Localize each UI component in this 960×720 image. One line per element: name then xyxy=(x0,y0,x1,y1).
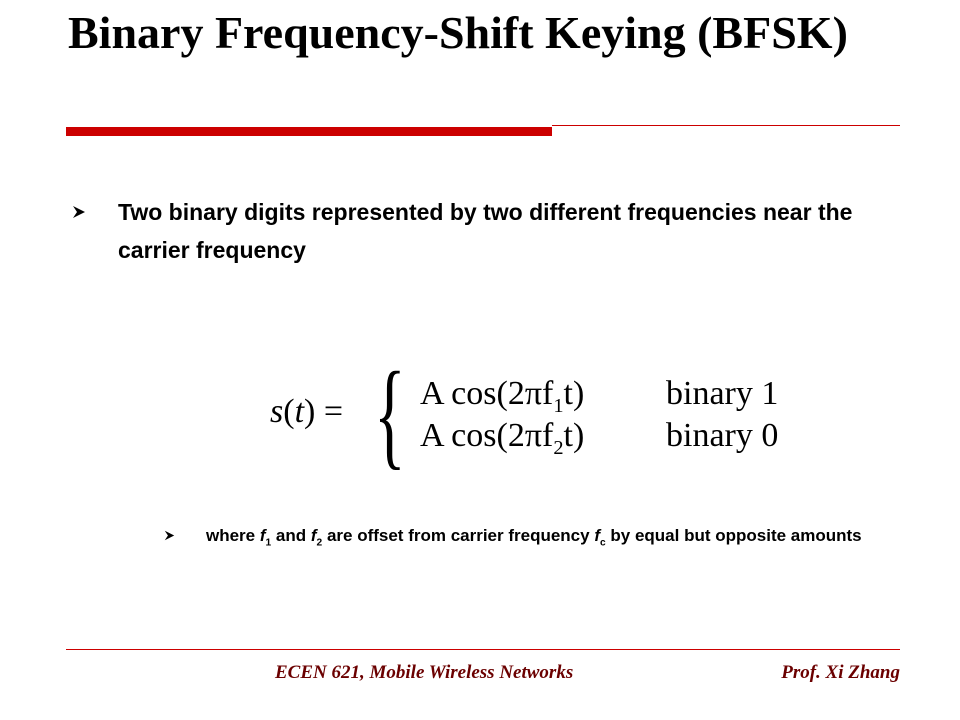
bfsk-equation xyxy=(270,347,810,480)
footer-author: Prof. Xi Zhang xyxy=(781,662,900,683)
equation-lhs: s(t) = xyxy=(270,393,344,430)
equation-condition-1: binary 1 xyxy=(666,375,779,412)
bullet-main xyxy=(72,193,892,269)
equation-brace: { xyxy=(374,347,406,480)
footer-divider xyxy=(66,649,900,650)
arrow-bullet-icon xyxy=(164,530,175,541)
arrow-bullet-icon xyxy=(72,205,86,219)
equation-row-1: A $\cos(2\pi f_1t)$ xyxy=(420,375,585,417)
bullet-sub-text: where $f_1$ and $f_2$ are offset from carrier frequency $f_c$ by equal but opposite amounts xyxy=(206,526,862,549)
title-underline-thick xyxy=(66,127,552,136)
bullet-sub xyxy=(164,521,884,558)
equation-row-2: A $\cos(2\pi f_2t)$ xyxy=(420,417,585,459)
equation-condition-2: binary 0 xyxy=(666,417,779,454)
title-underline-thin xyxy=(552,125,900,126)
bullet-main-text: Two binary digits represented by two different frequencies near the carrier frequency xyxy=(118,199,853,263)
footer-course: ECEN 621, Mobile Wireless Networks xyxy=(275,662,574,683)
slide-title: Binary Frequency-Shift Keying (BFSK) xyxy=(68,7,848,58)
